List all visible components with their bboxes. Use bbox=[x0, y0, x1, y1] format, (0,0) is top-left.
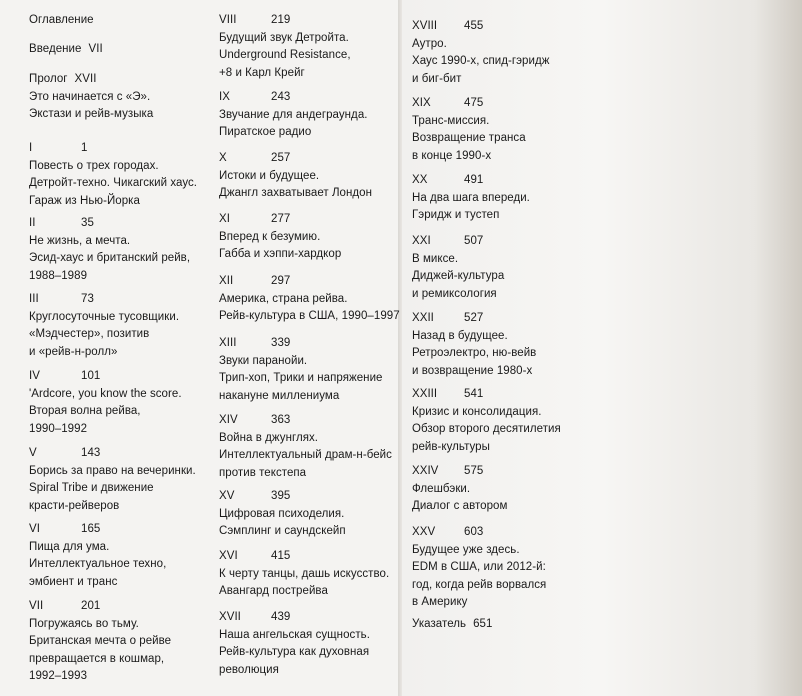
toc-entry-chapter bbox=[219, 335, 382, 405]
chapter-title-line: Возвращение транса bbox=[412, 132, 526, 144]
chapter-title-line: Британская мечта о рейве bbox=[29, 635, 172, 647]
chapter-title-line: Транс-миссия. bbox=[412, 114, 490, 127]
toc-entry-chapter bbox=[412, 463, 507, 516]
chapter-title-line: Наша ангельская сущность. bbox=[219, 628, 370, 641]
toc-entry-chapter bbox=[219, 211, 341, 264]
chapter-number: XX bbox=[412, 174, 428, 186]
chapter-page: 243 bbox=[271, 91, 291, 103]
chapter-title-line: Габба и хэппи-хардкор bbox=[219, 248, 342, 260]
chapter-number: VII bbox=[29, 600, 44, 612]
chapter-page: 297 bbox=[271, 275, 291, 287]
chapter-title-line: Диалог с автором bbox=[412, 500, 508, 512]
chapter-number: XII bbox=[219, 275, 234, 287]
chapter-title-line: «Мэдчестер», позитив bbox=[29, 328, 150, 340]
toc-entry-chapter bbox=[219, 609, 370, 679]
chapter-title-line: превращается в кошмар, bbox=[29, 652, 165, 665]
chapter-title-line: 1992–1993 bbox=[29, 670, 88, 682]
chapter-page: 73 bbox=[81, 293, 94, 305]
chapter-number: X bbox=[219, 152, 227, 164]
chapter-title-line: Повесть о трех городах. bbox=[29, 159, 159, 172]
chapter-number: XXV bbox=[412, 526, 436, 538]
chapter-number: XVII bbox=[219, 611, 241, 623]
chapter-page: 35 bbox=[81, 217, 94, 229]
chapter-number: XV bbox=[219, 490, 235, 502]
chapter-number: XVIII bbox=[412, 20, 438, 32]
toc-entry-chapter bbox=[29, 521, 166, 591]
chapter-title-line: Авангард пострейва bbox=[219, 585, 328, 597]
toc-entry-chapter bbox=[219, 89, 368, 142]
chapter-title-line: 1988–1989 bbox=[29, 269, 88, 282]
chapter-title-line: Вторая волна рейва, bbox=[29, 405, 141, 417]
chapter-title-line: год, когда рейв ворвался bbox=[412, 578, 547, 591]
chapter-page: 277 bbox=[271, 213, 291, 225]
chapter-title-line: Будущий звук Детройта. bbox=[219, 31, 349, 44]
chapter-title-line: красти-рейверов bbox=[29, 499, 120, 512]
chapter-title-line: Война в джунглях. bbox=[219, 431, 319, 444]
chapter-title-line: 'Ardcore, you know the score. bbox=[29, 387, 182, 400]
chapter-number: I bbox=[29, 142, 33, 154]
chapter-title-line: и биг-бит bbox=[412, 72, 462, 85]
chapter-page: 257 bbox=[271, 152, 291, 164]
chapter-title-line: Ретроэлектро, ню-вейв bbox=[412, 347, 537, 359]
chapter-title-line: Spiral Tribe и движение bbox=[29, 482, 154, 494]
chapter-title-line: Кризис и консолидация. bbox=[412, 405, 542, 418]
toc-entry-chapter bbox=[412, 95, 526, 165]
toc-entry-chapter bbox=[219, 548, 389, 601]
toc-entry-chapter bbox=[412, 310, 536, 380]
chapter-title-line: в конце 1990-х bbox=[412, 149, 492, 162]
chapter-title-line: Круглосуточные тусовщики. bbox=[29, 310, 180, 323]
chapter-number: VIII bbox=[219, 14, 237, 26]
prologue-line: Экстази и рейв-музыка bbox=[29, 108, 154, 120]
chapter-number: XIX bbox=[412, 97, 431, 109]
chapter-page: 143 bbox=[81, 447, 101, 459]
chapter-title-line: Америка, страна рейва. bbox=[219, 292, 348, 305]
toc-entry-introduction bbox=[29, 41, 103, 59]
chapter-title-line: Будущее уже здесь. bbox=[412, 543, 520, 556]
chapter-number: VI bbox=[29, 523, 40, 535]
chapter-page: 455 bbox=[464, 20, 484, 32]
introduction-page: VII bbox=[88, 43, 103, 55]
toc-entry-chapter bbox=[29, 140, 197, 210]
chapter-title-line: Эсид-хаус и британский рейв, bbox=[29, 252, 191, 264]
chapter-title-line: накануне миллениума bbox=[219, 389, 340, 402]
index-page: 651 bbox=[473, 618, 493, 630]
toc-entry-chapter bbox=[412, 172, 530, 225]
chapter-number: XXIV bbox=[412, 465, 439, 477]
chapter-page: 415 bbox=[271, 550, 291, 562]
chapter-page: 219 bbox=[271, 14, 291, 26]
toc-entry-chapter bbox=[412, 524, 546, 612]
chapter-title-line: Погружаясь во тьму. bbox=[29, 617, 139, 630]
introduction-label: Введение bbox=[29, 43, 82, 55]
chapter-title-line: Детройт-техно. Чикагский хаус. bbox=[29, 177, 198, 189]
prologue-page: XVII bbox=[74, 73, 97, 85]
chapter-title-line: Интеллектуальное техно, bbox=[29, 558, 167, 570]
chapter-title-line: Гэридж и тустеп bbox=[412, 209, 500, 221]
chapter-number: XIV bbox=[219, 414, 238, 426]
chapter-number: XI bbox=[219, 213, 230, 225]
chapter-title-line: Звуки паранойи. bbox=[219, 354, 308, 367]
chapter-title-line: Звучание для андеграунда. bbox=[219, 108, 368, 121]
chapter-title-line: Флешбэки. bbox=[412, 482, 471, 495]
chapter-number: III bbox=[29, 293, 39, 305]
chapter-page: 603 bbox=[464, 526, 484, 538]
toc-entry-chapter bbox=[29, 215, 190, 285]
toc-title bbox=[29, 12, 94, 30]
chapter-title-line: Сэмплинг и саундскейп bbox=[219, 525, 346, 537]
chapter-title-line: Назад в будущее. bbox=[412, 329, 508, 342]
chapter-title-line: Аутро. bbox=[412, 37, 447, 50]
chapter-title-line: и «рейв-н-ролл» bbox=[29, 345, 118, 358]
chapter-title-line: 1990–1992 bbox=[29, 422, 88, 435]
toc-entry-chapter bbox=[219, 150, 372, 203]
toc-entry-chapter bbox=[29, 291, 179, 361]
toc-entry-chapter bbox=[412, 18, 549, 88]
chapter-page: 363 bbox=[271, 414, 291, 426]
chapter-title-line: Не жизнь, а мечта. bbox=[29, 234, 131, 247]
chapter-page: 439 bbox=[271, 611, 291, 623]
chapter-title-line: Интеллектуальный драм-н-бейс bbox=[219, 449, 392, 461]
chapter-title-line: Диджей-культура bbox=[412, 270, 505, 282]
prologue-label: Пролог bbox=[29, 73, 68, 85]
chapter-number: XXI bbox=[412, 235, 431, 247]
toc-entry-chapter bbox=[412, 233, 504, 303]
toc-entry-chapter bbox=[219, 12, 351, 82]
chapter-title-line: Трип-хоп, Трики и напряжение bbox=[219, 372, 383, 384]
chapter-title-line: эмбиент и транс bbox=[29, 575, 118, 588]
chapter-title-line: EDM в США, или 2012-й: bbox=[412, 561, 546, 573]
chapter-title-line: Цифровая психоделия. bbox=[219, 507, 345, 520]
index-label: Указатель bbox=[412, 618, 467, 630]
toc-entry-chapter bbox=[29, 368, 182, 438]
chapter-title-line: Пища для ума. bbox=[29, 540, 110, 553]
chapter-title-line: Вперед к безумию. bbox=[219, 230, 321, 243]
toc-entry-prologue bbox=[29, 71, 153, 124]
toc-entry-chapter bbox=[412, 386, 561, 456]
chapter-title-line: Обзор второго десятилетия bbox=[412, 423, 561, 435]
chapter-title-line: Рейв-культура в США, 1990–1997 bbox=[219, 310, 400, 322]
chapter-title-line: против текстепа bbox=[219, 466, 307, 479]
chapter-page: 541 bbox=[464, 388, 484, 400]
chapter-page: 527 bbox=[464, 312, 484, 324]
chapter-title-line: +8 и Карл Крейг bbox=[219, 66, 305, 79]
chapter-number: XVI bbox=[219, 550, 238, 562]
chapter-title-line: Пиратское радио bbox=[219, 126, 312, 138]
chapter-title-line: Истоки и будущее. bbox=[219, 169, 320, 182]
toc-entry-index bbox=[412, 616, 492, 634]
toc-entry-chapter bbox=[29, 445, 196, 515]
chapter-number: IX bbox=[219, 91, 230, 103]
chapter-number: XXIII bbox=[412, 388, 438, 400]
chapter-page: 475 bbox=[464, 97, 484, 109]
chapter-title-line: в Америку bbox=[412, 596, 468, 608]
chapter-title-line: Борись за право на вечеринки. bbox=[29, 464, 196, 477]
chapter-number: XIII bbox=[219, 337, 237, 349]
toc-entry-chapter bbox=[219, 488, 346, 541]
chapter-number: II bbox=[29, 217, 36, 229]
chapter-title-line: Гараж из Нью-Йорка bbox=[29, 194, 140, 207]
chapter-page: 491 bbox=[464, 174, 484, 186]
chapter-title-line: Хаус 1990-х, спид-гэридж bbox=[412, 55, 550, 67]
toc-entry-chapter bbox=[29, 598, 171, 686]
chapter-title-line: и возвращение 1980-х bbox=[412, 364, 533, 377]
chapter-title-line: Джангл захватывает Лондон bbox=[219, 187, 373, 199]
chapter-page: 575 bbox=[464, 465, 484, 477]
toc-title-text: Оглавление bbox=[29, 14, 94, 26]
toc-entry-chapter bbox=[219, 273, 400, 326]
toc-entry-chapter bbox=[219, 412, 392, 482]
chapter-page: 339 bbox=[271, 337, 291, 349]
chapter-number: IV bbox=[29, 370, 40, 382]
chapter-title-line: К черту танцы, дашь искусство. bbox=[219, 567, 390, 580]
chapter-page: 201 bbox=[81, 600, 101, 612]
chapter-title-line: и ремиксология bbox=[412, 287, 497, 300]
chapter-title-line: рейв-культуры bbox=[412, 440, 490, 453]
chapter-page: 101 bbox=[81, 370, 101, 382]
chapter-page: 395 bbox=[271, 490, 291, 502]
chapter-title-line: Рейв-культура как духовная bbox=[219, 646, 370, 658]
chapter-page: 507 bbox=[464, 235, 484, 247]
chapter-page: 165 bbox=[81, 523, 101, 535]
chapter-number: V bbox=[29, 447, 37, 459]
chapter-title-line: революция bbox=[219, 663, 279, 676]
chapter-page: 1 bbox=[81, 142, 88, 154]
chapter-title-line: В миксе. bbox=[412, 252, 459, 265]
chapter-title-line: Underground Resistance, bbox=[219, 49, 351, 61]
chapter-title-line: На два шага впереди. bbox=[412, 191, 530, 204]
chapter-number: XXII bbox=[412, 312, 434, 324]
prologue-line: Это начинается с «Э». bbox=[29, 90, 151, 103]
